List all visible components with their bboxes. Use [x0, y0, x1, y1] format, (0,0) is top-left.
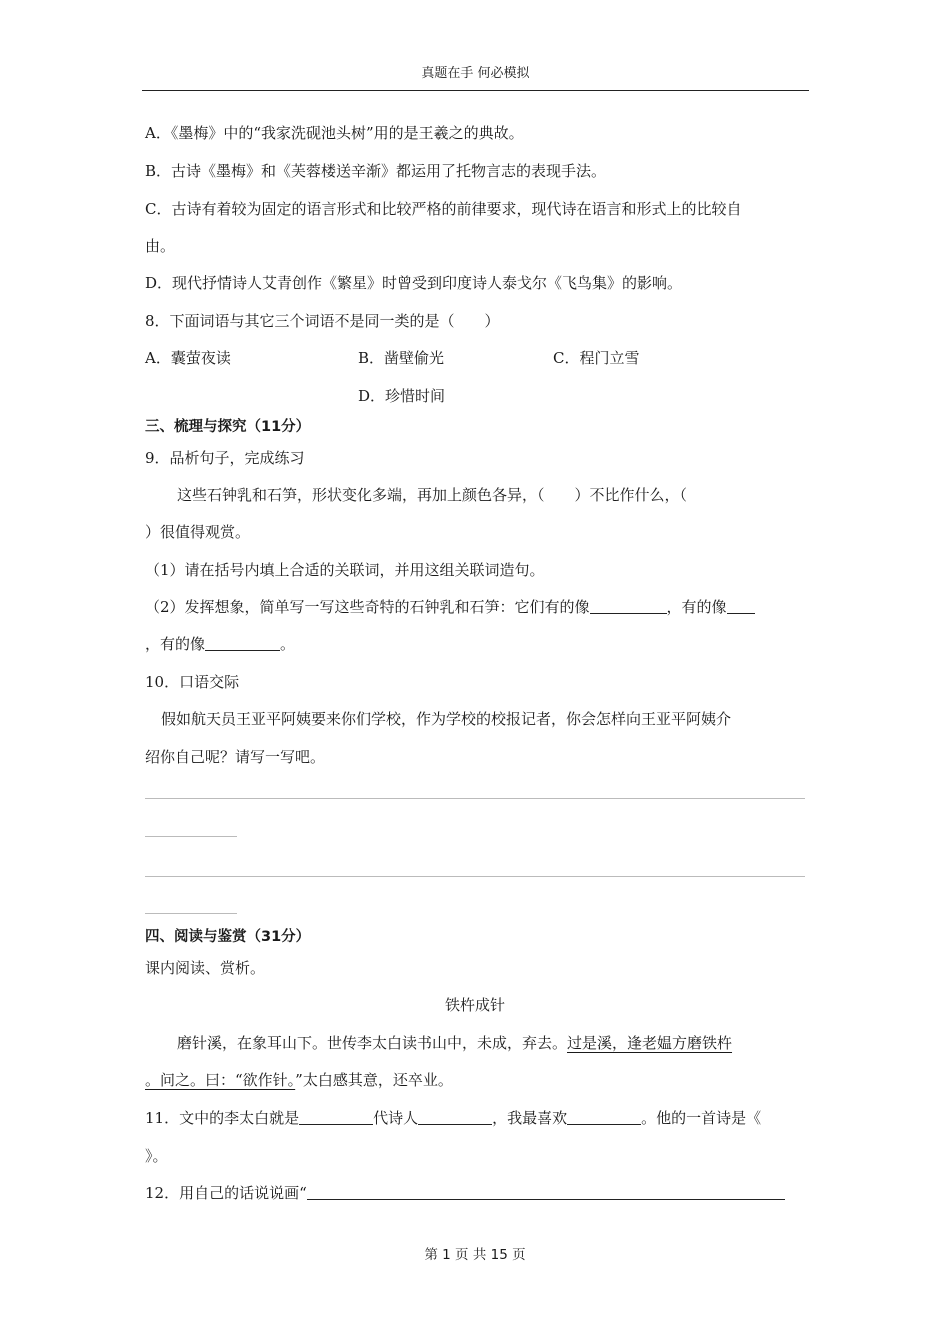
q9-part2-line1 [145, 596, 755, 618]
section-3-title: 三、梳理与探究（11分） [145, 419, 311, 435]
reading-paragraph-line1 [177, 1032, 732, 1054]
q9-blank-1[interactable] [590, 597, 667, 614]
q11-blank-1[interactable] [299, 1108, 373, 1125]
q10-stem: 10．口语交际 [145, 673, 240, 691]
q11-text-d: 。他的一首诗是《 [641, 1109, 762, 1127]
section-4-title: 四、阅读与鉴赏（31分） [145, 929, 311, 945]
q7-option-a: A．《墨梅》中的“我家洗砚池头树”用的是王羲之的典故。 [145, 124, 524, 142]
q11-text-c: ，我最喜欢 [492, 1109, 568, 1127]
q12-line [145, 1182, 785, 1204]
q9-sentence-line1: 这些石钟乳和石笋，形状变化多端，再加上颜色各异，（ ）不比作什么，（ [177, 486, 688, 504]
q10-prompt-line2: 绍你自己呢？请写一写吧。 [145, 748, 326, 766]
q11-blank-3[interactable] [567, 1108, 641, 1125]
q8-option-d: D．珍惜时间 [358, 387, 446, 405]
q9-part2-text-a: （2）发挥想象，简单写一写这些奇特的石钟乳和石笋：它们有的像 [145, 598, 590, 616]
q9-part2-line2 [145, 633, 295, 655]
reading-text-b: ”太白感其意，还卒业。 [295, 1071, 453, 1089]
answer-line-3[interactable] [145, 876, 805, 877]
q7-option-c-line1: C．古诗有着较为固定的语言形式和比较严格的前律要求，现代诗在语言和形式上的比较自 [145, 200, 742, 218]
answer-line-1[interactable] [145, 798, 805, 799]
q9-blank-3[interactable] [205, 634, 280, 651]
q10-prompt-line1: 假如航天员王亚平阿姨要来你们学校，作为学校的校报记者，你会怎样向王亚平阿姨介 [161, 710, 732, 728]
q8-option-a: A．囊萤夜读 [145, 349, 231, 367]
q9-stem: 9．品析句子，完成练习 [145, 449, 305, 467]
q11-line2: 》。 [145, 1147, 168, 1165]
q11-text-a: 11．文中的李太白就是 [145, 1109, 300, 1127]
q12-text-a: 12．用自己的话说说画“ [145, 1184, 307, 1202]
page-footer: 第 1 页 共 15 页 [424, 1247, 526, 1263]
q9-blank-2[interactable] [727, 597, 755, 614]
q9-part2-text-c: ，有的像 [145, 635, 206, 653]
q9-part2-text-b: ，有的像 [666, 598, 727, 616]
answer-line-2[interactable] [145, 836, 237, 837]
answer-line-4[interactable] [145, 913, 237, 914]
q7-option-d: D．现代抒情诗人艾青创作《繁星》时曾受到印度诗人泰戈尔《飞鸟集》的影响。 [145, 274, 683, 292]
reading-intro: 课内阅读、赏析。 [145, 959, 266, 977]
q9-part2-text-d: 。 [280, 635, 296, 653]
reading-paragraph-line2 [145, 1069, 453, 1091]
q7-option-c-line2: 由。 [145, 237, 176, 255]
reading-title: 铁杵成针 [444, 996, 505, 1014]
reading-underlined-b: 。问之。曰：“欲作针。 [145, 1071, 296, 1089]
q11-line1 [145, 1107, 761, 1129]
page-header: 真题在手 何必模拟 [142, 60, 809, 91]
reading-text-a: 磨针溪，在象耳山下。世传李太白读书山中，未成，弃去。 [177, 1034, 568, 1052]
q8-option-b: B．凿壁偷光 [358, 349, 445, 367]
q12-blank[interactable] [307, 1183, 785, 1200]
q9-part1: （1）请在括号内填上合适的关联词，并用这组关联词造句。 [145, 561, 545, 579]
reading-underlined-a: 过是溪，逢老媪方磨铁杵 [567, 1034, 733, 1052]
q9-sentence-line2: ）很值得观赏。 [145, 523, 251, 541]
q8-option-c: C．程门立雪 [553, 349, 640, 367]
q7-option-b: B．古诗《墨梅》和《芙蓉楼送辛渐》都运用了托物言志的表现手法。 [145, 162, 607, 180]
q8-stem: 8．下面词语与其它三个词语不是同一类的是（ ） [145, 312, 500, 330]
q11-blank-2[interactable] [418, 1108, 492, 1125]
q11-text-b: 代诗人 [373, 1109, 419, 1127]
